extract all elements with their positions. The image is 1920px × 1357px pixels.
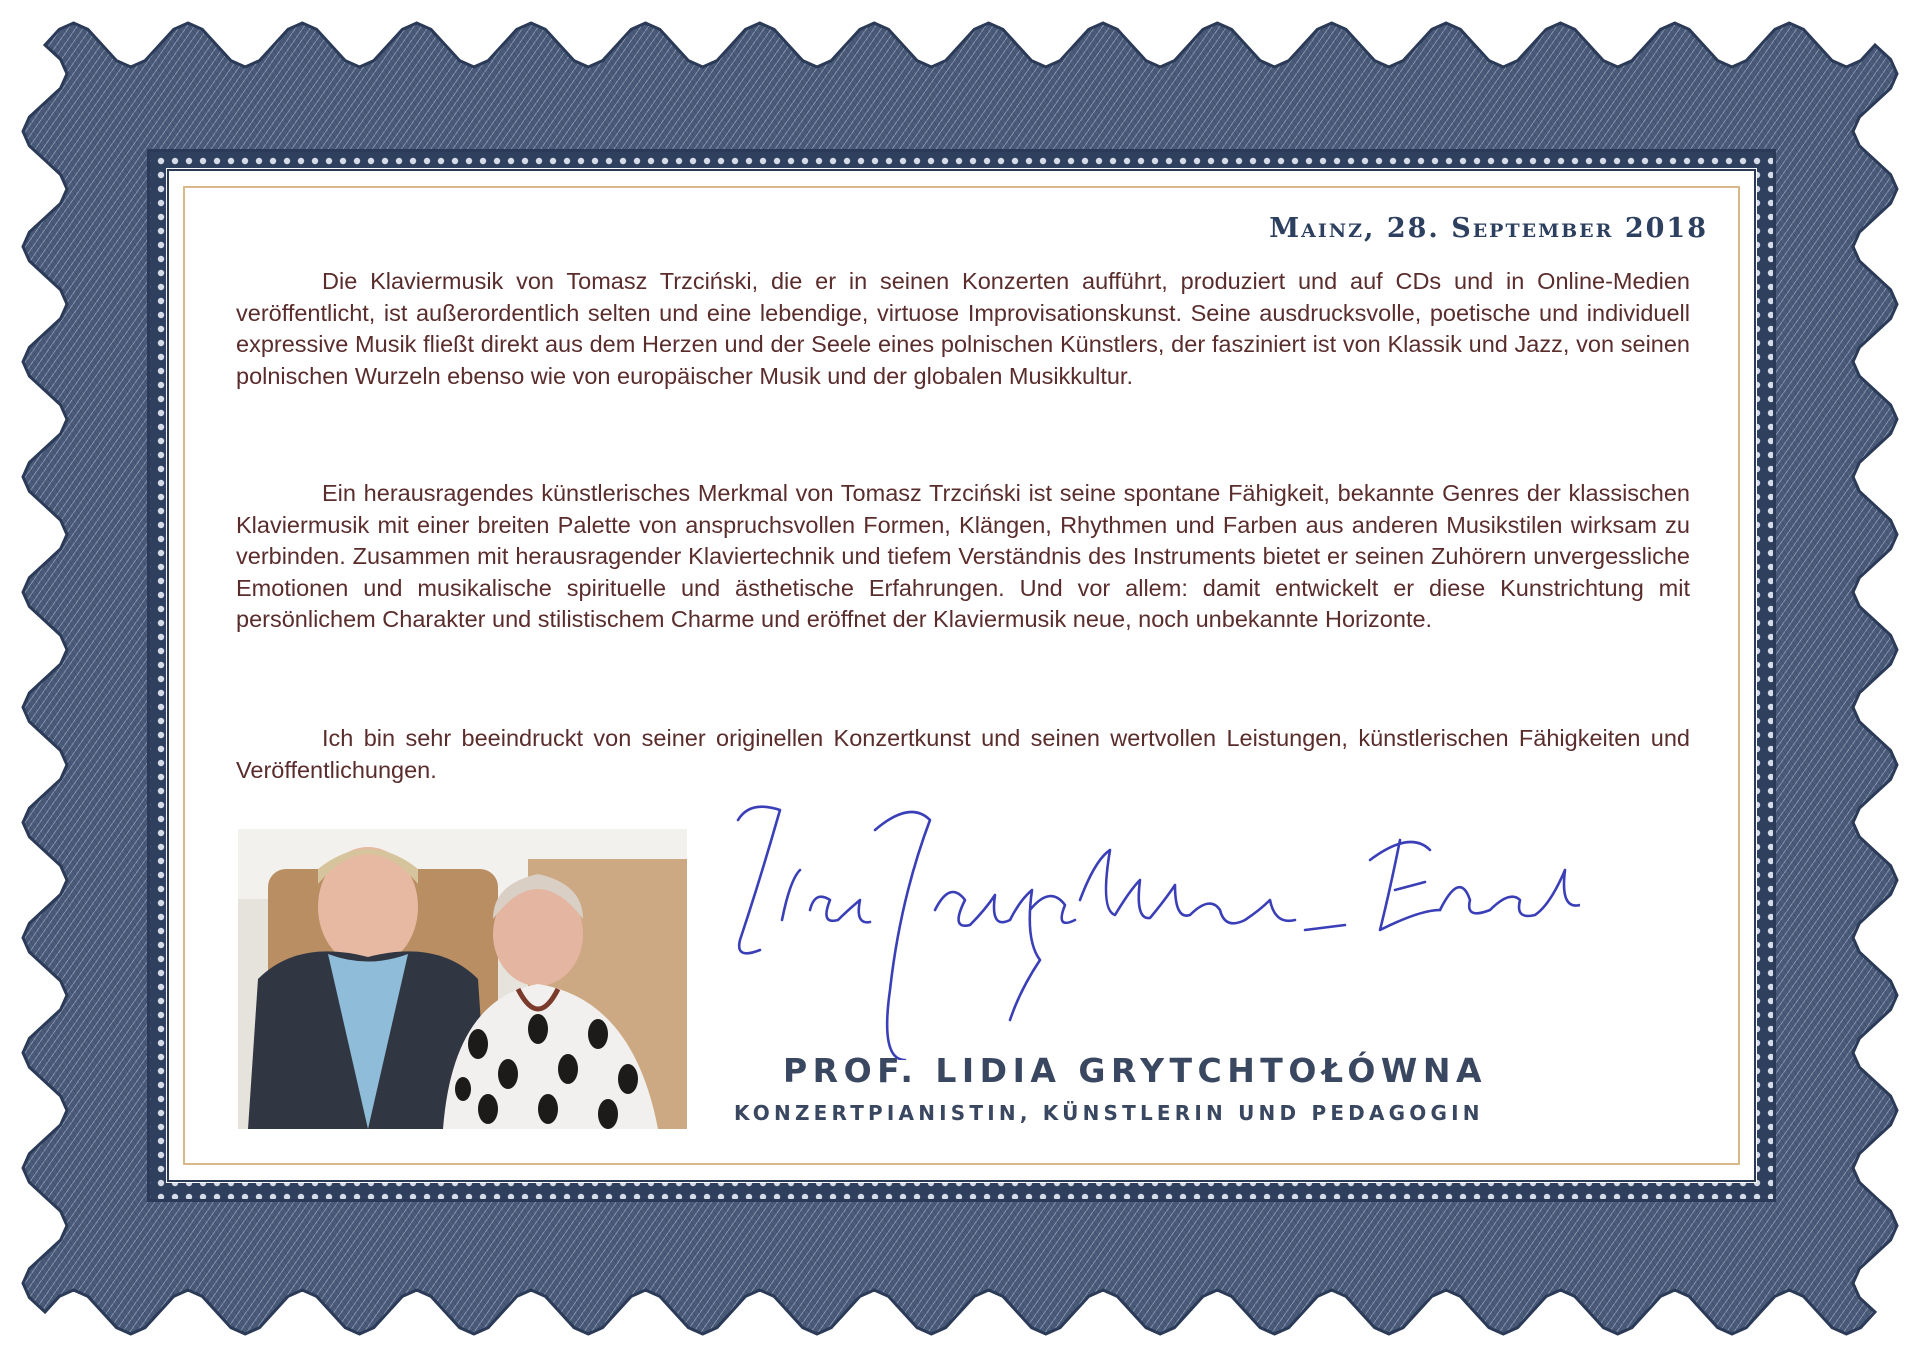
portrait-photo-image (238, 829, 687, 1129)
portrait-photo (238, 829, 687, 1129)
signer-name: PROF. LIDIA GRYTCHTOŁÓWNA (783, 1051, 1487, 1090)
paragraph-3: Ich bin sehr beeindruckt von seiner originellen Konzertkunst und seinen wertvollen Leistungen, künstlerischen Fähigkeiten und Veröffentlichungen. (236, 725, 1690, 783)
signer-title: KONZERTPIANISTIN, KÜNSTLERIN UND PEDAGOGIN (734, 1101, 1484, 1125)
paragraph-2: Ein herausragendes künstlerisches Merkmal von Tomasz Trzciński ist seine spontane Fähigkeit, bekannte Genres der klassischen Klaviermusik mit einer breiten Palette von anspruchsvollen Formen, Klängen, Rhythmen und Farben aus anderen Musikstilen wirksam zu verbinden. Zusammen mit herausragender Klaviertechnik und tiefem Verständnis des Instruments bietet er seinen Zuhörern unvergessliche Emotionen und musikalische spirituelle und ästhetische Erfahrungen. Und vor allem: damit entwickelt er diese Kunstrichtung mit persönlichem Charakter und stilistischem Charme und eröffnet der Klaviermusik neue, noch unbekannte Horizonte. (236, 480, 1690, 633)
paragraph-1: Die Klaviermusik von Tomasz Trzciński, die er in seinen Konzerten aufführt, produziert und auf CDs und in Online-Medien veröffentlicht, ist außerordentlich selten und eine lebendige, virtuose Improvisationskunst. Seine ausdrucksvolle, poetische und individuell expressive Musik fließt direkt aus dem Herzen und der Seele eines polnischen Künstlers, der fasziniert ist von Klassik und Jazz, von seinen polnischen Wurzeln ebenso wie von europäischer Musik und der globalen Musikkultur. (236, 268, 1690, 389)
handwritten-signature (720, 760, 1580, 1060)
date-line: Mainz, 28. September 2018 (1269, 213, 1708, 244)
